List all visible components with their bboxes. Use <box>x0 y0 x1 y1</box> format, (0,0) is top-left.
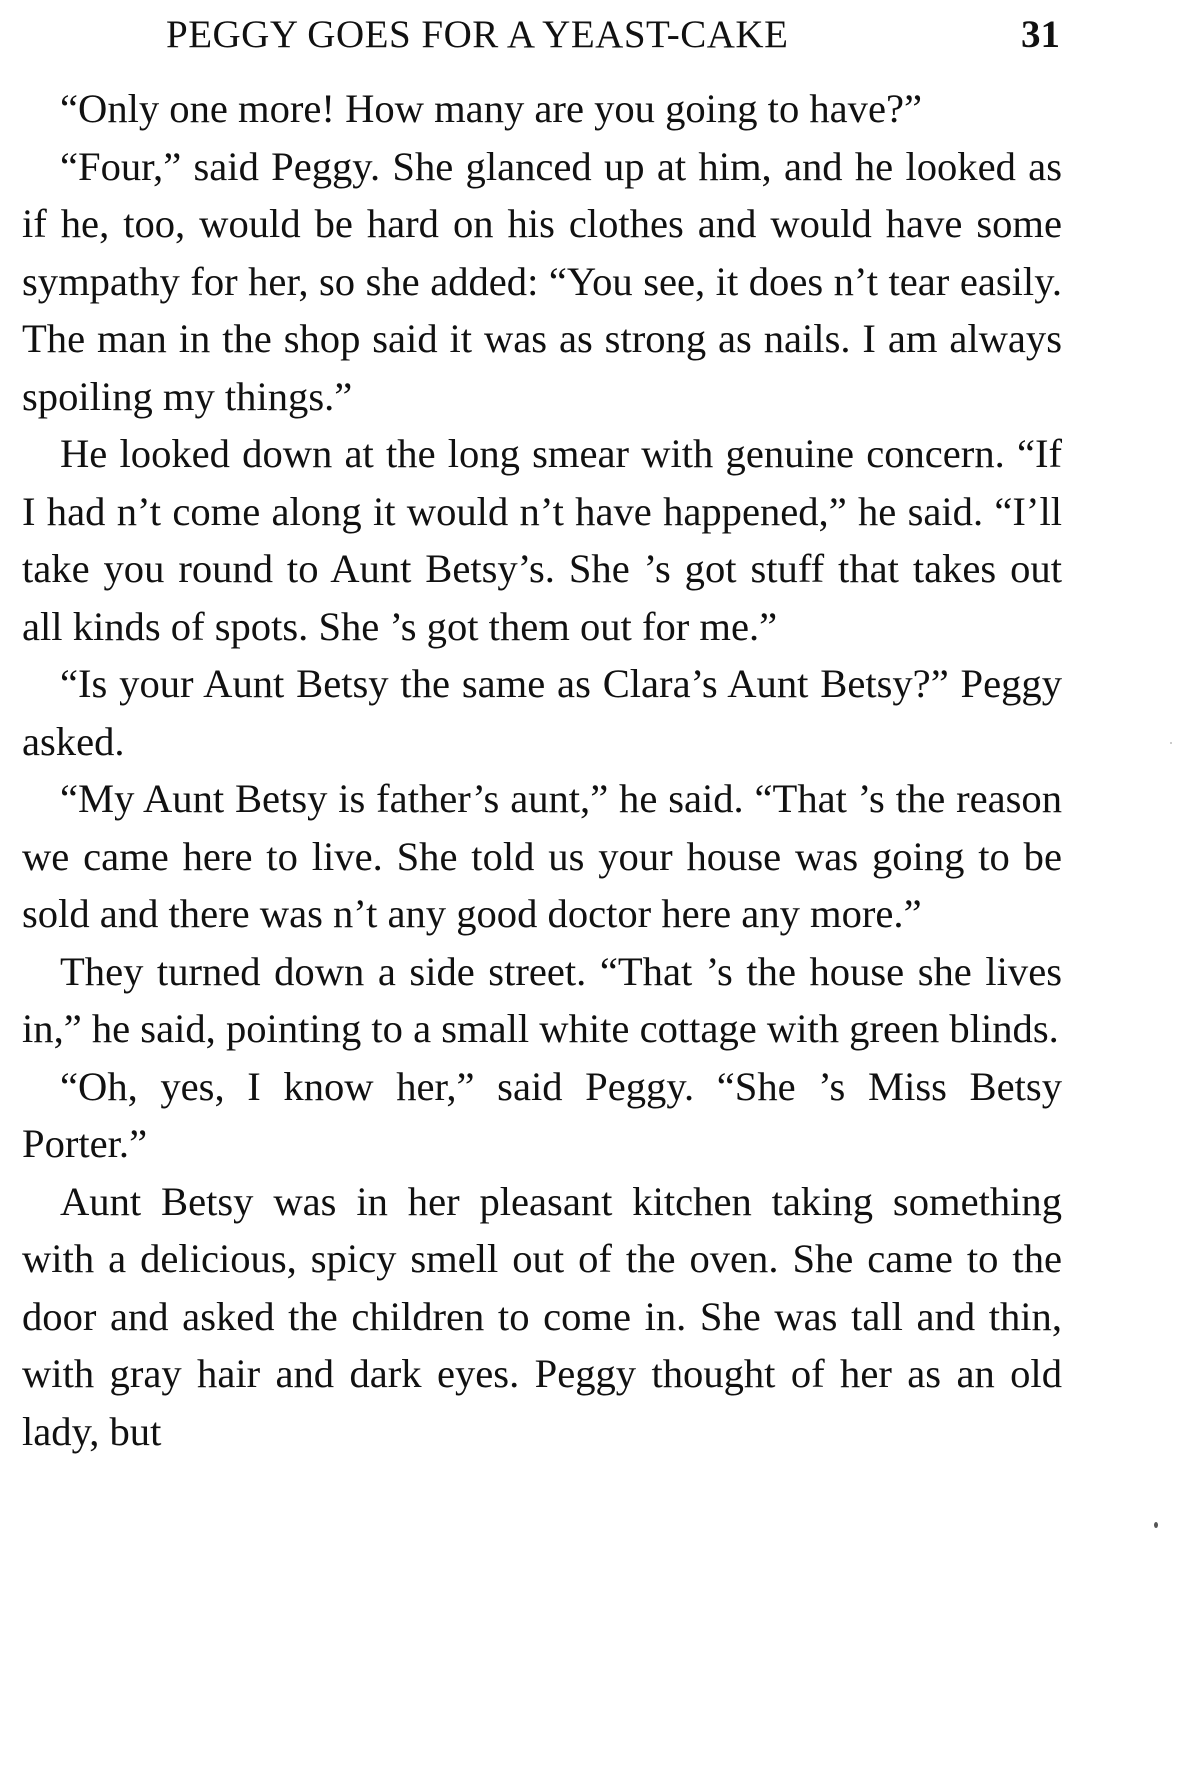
paragraph: “Is your Aunt Betsy the same as Clara’s Aunt Betsy?” Peggy asked. <box>22 661 1062 764</box>
running-head <box>22 12 1062 72</box>
book-page <box>22 0 1062 1776</box>
page-number: 31 <box>1021 13 1060 56</box>
paragraph: He looked down at the long smear with genuine concern. “If I had n’t come along it would n’t have happened,” he said. “I’ll take you round to Aunt Betsy’s. She ’s got stuff that takes out all kinds of spots. She ’s got them out for me.” <box>22 431 1062 649</box>
paragraph: They turned down a side street. “That ’s the house she lives in,” he said, pointing to a small white cottage with green blinds. <box>22 948 1062 1051</box>
body-text <box>22 80 1062 1460</box>
scan-speck <box>1154 1522 1158 1528</box>
paragraph: Aunt Betsy was in her pleasant kitchen taking something with a delicious, spicy smell out of the oven. She came to the door and asked the children to come in. She was tall and thin, with gray hair and dark eyes. Peggy thought of her as an old lady, but <box>22 1178 1062 1454</box>
running-title: PEGGY GOES FOR A YEAST-CAKE <box>166 13 789 56</box>
paragraph: “Four,” said Peggy. She glanced up at him, and he looked as if he, too, would be hard on his clothes and would have some sympathy for her, so she added: “You see, it does n’t tear easily. The man in the shop said it was as strong as nails. I am always spoiling my things.” <box>22 143 1062 419</box>
paragraph: “Oh, yes, I know her,” said Peggy. “She ’s Miss Betsy Porter.” <box>22 1063 1062 1166</box>
paragraph: “Only one more! How many are you going to have?” <box>60 86 923 131</box>
paragraph: “My Aunt Betsy is father’s aunt,” he said. “That ’s the reason we came here to live. She told us your house was going to be sold and there was n’t any good doctor here any more.” <box>22 776 1062 936</box>
scan-speck <box>1170 742 1172 744</box>
